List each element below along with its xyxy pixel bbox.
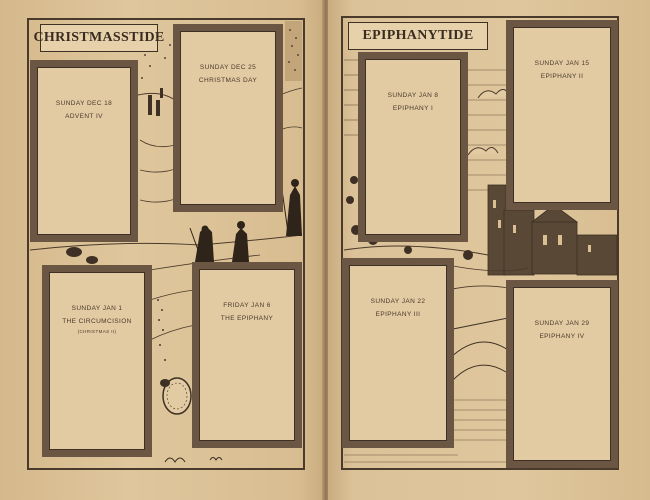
calendar-box-jan-22	[342, 258, 454, 448]
epiphanytide-heading: EPIPHANYTIDE	[362, 28, 474, 43]
right-page	[328, 0, 650, 500]
calendar-box-dec-25	[173, 24, 283, 212]
calendar-box-jan-15	[506, 20, 618, 210]
christmasstide-heading: CHRISTMASSTIDE	[33, 30, 165, 45]
box-date: SUNDAY DEC 18	[55, 100, 113, 107]
box-occasion: EPIPHANY IV	[539, 333, 585, 340]
box-date: SUNDAY DEC 25	[199, 64, 257, 71]
box-date: SUNDAY JAN 15	[534, 60, 590, 67]
box-note: (CHRISTMAS II)	[77, 329, 117, 334]
calendar-box-jan-29	[506, 280, 618, 468]
box-occasion: CHRISTMAS DAY	[198, 77, 258, 84]
box-occasion: EPIPHANY I	[392, 105, 434, 112]
box-date: SUNDAY JAN 1	[71, 305, 123, 312]
box-occasion: THE EPIPHANY	[220, 315, 274, 322]
box-date: SUNDAY JAN 29	[534, 320, 590, 327]
box-date: SUNDAY JAN 22	[370, 298, 426, 305]
box-date: FRIDAY JAN 6	[223, 302, 271, 309]
box-occasion: EPIPHANY III	[375, 311, 421, 318]
calendar-box-jan-6	[192, 262, 302, 448]
box-occasion: EPIPHANY II	[540, 73, 584, 80]
christmasstide-banner	[33, 24, 165, 52]
box-occasion: THE CIRCUMCISION	[62, 318, 132, 325]
box-date: SUNDAY JAN 8	[387, 92, 439, 99]
epiphanytide-banner	[348, 22, 488, 50]
left-page	[0, 0, 324, 500]
calendar-box-jan-1	[42, 265, 152, 457]
calendar-box-dec-18	[30, 60, 138, 242]
box-occasion: ADVENT IV	[65, 113, 103, 120]
calendar-box-jan-8	[358, 52, 468, 242]
